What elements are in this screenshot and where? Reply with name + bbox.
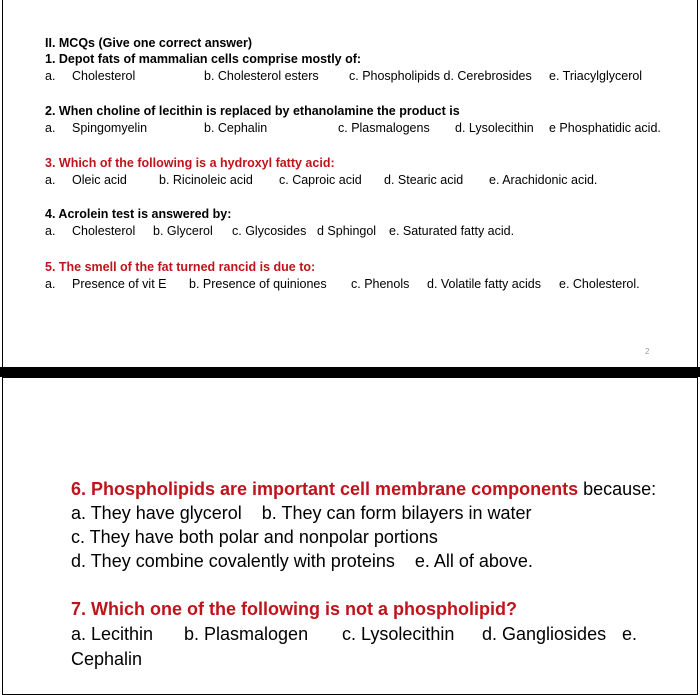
q2-option-e: e Phosphatidic acid. xyxy=(549,121,661,135)
question-5: 5. The smell of the fat turned rancid is due to: xyxy=(45,260,316,274)
q5-option-a-letter: a. xyxy=(45,277,56,291)
section-heading: II. MCQs (Give one correct answer) xyxy=(45,36,253,50)
q7-option-a: a. Lecithin xyxy=(71,624,154,644)
question-2: 2. When choline of lecithin is replaced by ethanolamine the product is xyxy=(45,104,460,118)
q3-option-d: d. Stearic acid xyxy=(384,173,464,187)
q1-option-c-d: c. Phospholipids d. Cerebrosides xyxy=(349,69,532,83)
q3-option-a-letter: a. xyxy=(45,173,56,187)
q3-option-a: Oleic acid xyxy=(72,173,127,187)
q4-option-d: d Sphingol xyxy=(317,224,377,238)
q1-option-e: e. Triacylglycerol xyxy=(549,69,643,83)
q4-option-c: c. Glycosides xyxy=(232,224,307,238)
q2-option-a-letter: a. xyxy=(45,121,56,135)
q5-option-c: c. Phenols xyxy=(351,277,410,291)
question-4: 4. Acrolein test is answered by: xyxy=(45,207,232,221)
q5-option-d: d. Volatile fatty acids xyxy=(427,277,541,291)
q7-option-e-continued: Cephalin xyxy=(71,649,143,669)
question-7: 7. Which one of the following is not a phospholipid? xyxy=(71,599,517,619)
page-number: 2 xyxy=(645,347,650,356)
q7-option-c: c. Lysolecithin xyxy=(342,624,455,644)
question-6-emphasis: 6. Phospholipids are important cell membrane components xyxy=(71,479,579,499)
q3-option-b: b. Ricinoleic acid xyxy=(159,173,253,187)
q1-option-b: b. Cholesterol esters xyxy=(204,69,319,83)
question-6 xyxy=(71,478,656,500)
q7-option-d: d. Gangliosides xyxy=(482,624,607,644)
q5-option-b: b. Presence of quiniones xyxy=(189,277,327,291)
q1-option-a-letter: a. xyxy=(45,69,56,83)
q2-option-b: b. Cephalin xyxy=(204,121,268,135)
page-separator xyxy=(0,367,700,377)
q6-line-1: a. They have glycerol b. They can form bilayers in water xyxy=(71,503,532,523)
question-6-rest: because: xyxy=(578,479,657,499)
q4-option-a-letter: a. xyxy=(45,224,56,238)
q3-option-c: c. Caproic acid xyxy=(279,173,362,187)
q5-option-e: e. Cholesterol. xyxy=(559,277,640,291)
q4-option-a: Cholesterol xyxy=(72,224,136,238)
q4-option-b: b. Glycerol xyxy=(153,224,213,238)
question-3: 3. Which of the following is a hydroxyl fatty acid: xyxy=(45,156,335,170)
q7-option-b: b. Plasmalogen xyxy=(184,624,309,644)
q2-option-c: c. Plasmalogens xyxy=(338,121,430,135)
q6-line-2: c. They have both polar and nonpolar portions xyxy=(71,527,438,547)
q4-option-e: e. Saturated fatty acid. xyxy=(389,224,515,238)
q2-option-a: Spingomyelin xyxy=(72,121,148,135)
page-1 xyxy=(2,0,698,368)
q5-option-a: Presence of vit E xyxy=(72,277,167,291)
q2-option-d: d. Lysolecithin xyxy=(455,121,534,135)
q6-line-3: d. They combine covalently with proteins e. All of above. xyxy=(71,551,533,571)
page-2 xyxy=(2,377,698,695)
q7-option-e: e. xyxy=(622,624,638,644)
question-1: 1. Depot fats of mammalian cells comprise mostly of: xyxy=(45,52,362,66)
q1-option-a: Cholesterol xyxy=(72,69,136,83)
q3-option-e: e. Arachidonic acid. xyxy=(489,173,598,187)
